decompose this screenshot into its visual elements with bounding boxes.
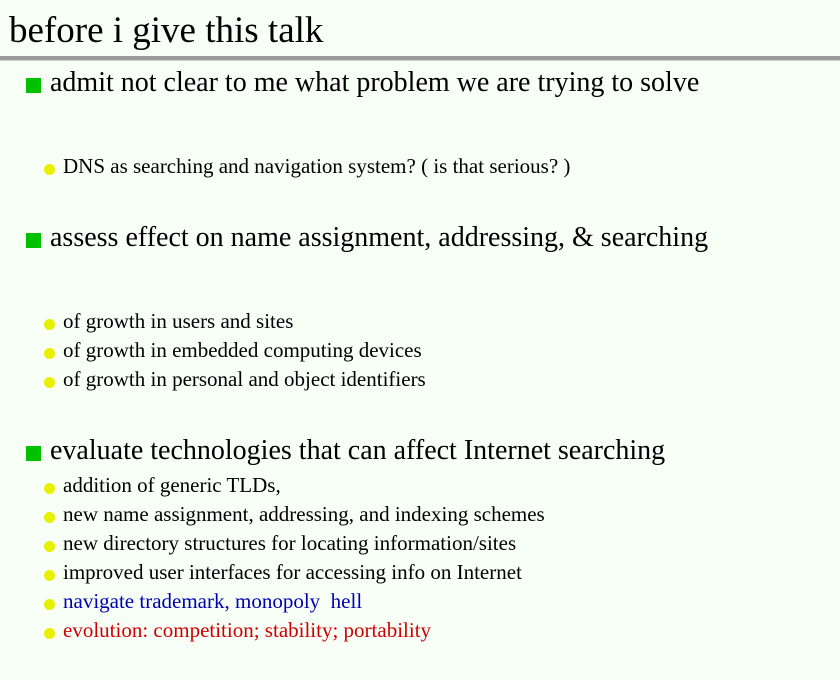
yellow-dot-bullet-icon (44, 628, 55, 639)
section-2-item-3: of growth in personal and object identifiers (63, 367, 426, 391)
section-2-heading: assess effect on name assignment, addressing, & searching (50, 222, 709, 253)
yellow-dot-bullet-icon (44, 541, 55, 552)
section-3-item-2: new name assignment, addressing, and indexing schemes (63, 502, 545, 526)
yellow-dot-bullet-icon (44, 319, 55, 330)
slide-title: before i give this talk (9, 10, 324, 51)
yellow-dot-bullet-icon (44, 483, 55, 494)
green-square-bullet-icon (26, 233, 41, 248)
yellow-dot-bullet-icon (44, 164, 55, 175)
section-2-item-1: of growth in users and sites (63, 309, 294, 333)
yellow-dot-bullet-icon (44, 512, 55, 523)
section-1-item-1: DNS as searching and navigation system? ( is that serious? ) (63, 154, 571, 178)
section-1-heading: admit not clear to me what problem we are trying to solve (50, 67, 700, 98)
section-2-item-2: of growth in embedded computing devices (63, 338, 422, 362)
green-square-bullet-icon (26, 446, 41, 461)
section-3-heading: evaluate technologies that can affect Internet searching (50, 435, 666, 466)
yellow-dot-bullet-icon (44, 377, 55, 388)
yellow-dot-bullet-icon (44, 570, 55, 581)
section-3-item-6: evolution: competition; stability; portability (63, 618, 432, 642)
yellow-dot-bullet-icon (44, 348, 55, 359)
section-3-item-3: new directory structures for locating information/sites (63, 531, 517, 555)
green-square-bullet-icon (26, 78, 41, 93)
section-3-item-5: navigate trademark, monopoly hell (63, 589, 363, 613)
yellow-dot-bullet-icon (44, 599, 55, 610)
section-3-item-4: improved user interfaces for accessing info on Internet (63, 560, 522, 584)
section-3-item-1: addition of generic TLDs, (63, 473, 281, 497)
